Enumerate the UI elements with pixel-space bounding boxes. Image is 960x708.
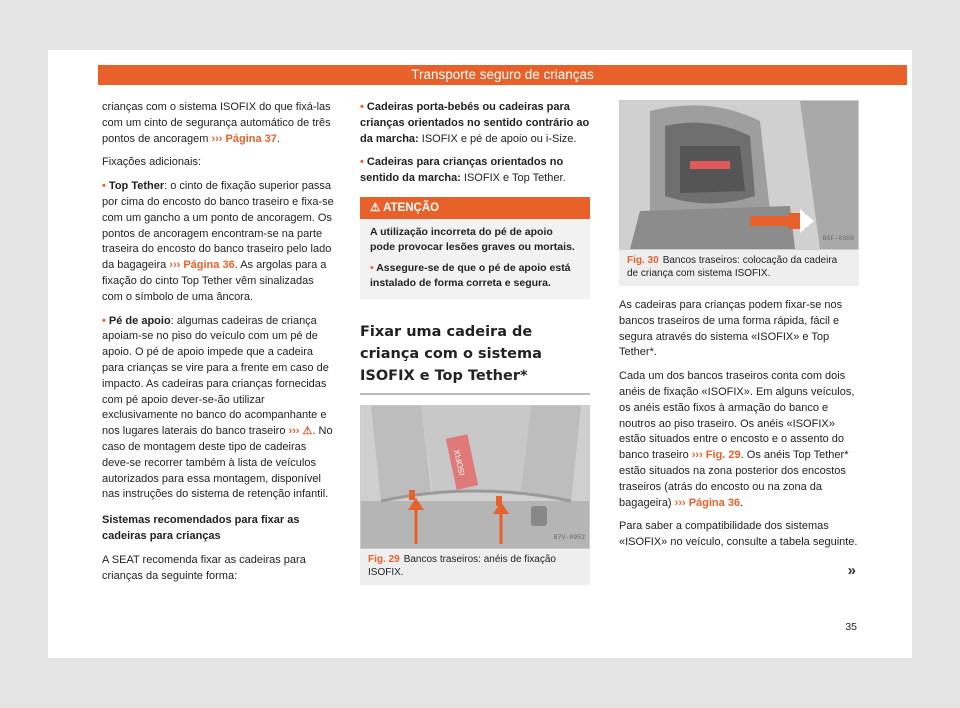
- warning-triangle-icon: ⚠: [370, 201, 381, 214]
- paragraph-compatibility: Para saber a compatibilidade dos sistemas «ISOFIX» no veículo, consulte a tabela seguinte.: [619, 520, 858, 549]
- figure-30-image: B5F-0359: [619, 100, 859, 250]
- paragraph-intro: crianças com o sistema ISOFIX do que fixá-las com um cinto de segurança automático de três pontos de ancoragem ››› Página 37.: [102, 101, 331, 145]
- page-link[interactable]: ››› Página 37: [211, 132, 277, 145]
- subheading-sistemas: Sistemas recomendados para fixar as cadeiras para crianças: [102, 514, 300, 542]
- bullet-pe-de-apoio: • Pé de apoio: algumas cadeiras de criança apoiam-se no piso do veículo com um pé de apoio. O pé de apoio impede que a cadeira para crianças se vire para a frente em caso de impacto. As cadeiras para crianças fornecidas com pé apoio dever-se-ão utilizar exclusivamente no banco do acompanhante e nos lugares laterais do banco traseiro ››› ⚠. No caso de montagem deste tipo de cadeiras deve-se recorrer também à lista de veículos autorizados para essa montagem, disponível nas instruções do sistema de retenção infantil.: [102, 314, 333, 501]
- paragraph-anchor-rings: Cada um dos bancos traseiros conta com dois anéis de fixação «ISOFIX». Em alguns veículos, os anéis estão fixos à armação do banco e noutros ao piso traseiro. Os anéis «ISOFIX» estão situados entre o encosto e o assento do banco traseiro ››› Fig. 29. Os anéis Top Tether* estão situados na zona posterior dos encostos traseiros (atrás do encosto ou na zona da bagageira) ››› Página 36.: [619, 370, 855, 509]
- figure-link[interactable]: ››› Fig. 29: [691, 449, 741, 462]
- child-seat-illustration: [620, 101, 858, 249]
- continue-arrow-icon: »: [847, 562, 856, 579]
- column-middle: [360, 100, 590, 597]
- page-link[interactable]: ››› Página 36: [169, 259, 235, 272]
- bullet-icon: •: [360, 156, 364, 169]
- column-right: [619, 100, 859, 559]
- page-link[interactable]: ››› Página 36: [674, 496, 741, 509]
- figure-30-caption: Fig. 30 Bancos traseiros: colocação da cadeira de criança com sistema ISOFIX.: [619, 250, 859, 286]
- seat-isofix-illustration: [361, 406, 589, 548]
- warning-body: A utilização incorreta do pé de apoio pode provocar lesões graves ou mortais. • Assegure-se de que o pé de apoio está instalado de forma correta e segura.: [370, 225, 575, 289]
- figure-29-image: ISOFIX B7V-0952: [360, 405, 590, 549]
- paragraph-additional: Fixações adicionais:: [102, 156, 202, 169]
- bullet-rear-facing: • Cadeiras porta-bebés ou cadeiras para crianças orientados no sentido contrário ao da marcha: ISOFIX e pé de apoio ou i-Size.: [360, 101, 590, 145]
- bullet-icon: •: [360, 101, 364, 113]
- warning-box: [360, 197, 590, 299]
- warning-link[interactable]: ››› ⚠: [288, 425, 313, 438]
- bullet-forward-facing: • Cadeiras para crianças orientados no sentido da marcha: ISOFIX e Top Tether.: [360, 156, 566, 185]
- page-number: 35: [845, 621, 857, 633]
- manual-page: [48, 50, 912, 658]
- bullet-icon: •: [102, 180, 106, 193]
- isofix-label: ISOFIX: [452, 448, 467, 477]
- paragraph-isofix-intro: As cadeiras para crianças podem fixar-se nos bancos traseiros de uma forma rápida, fácil e segura através do sistema «ISOFIX» e Top Tether*.: [619, 299, 843, 359]
- figure-29-caption: Fig. 29 Bancos traseiros: anéis de fixação ISOFIX.: [360, 549, 590, 585]
- page-header: Transporte seguro de crianças: [98, 65, 907, 85]
- section-title: Fixar uma cadeira de criança com o sistema ISOFIX e Top Tether*: [360, 321, 590, 395]
- bullet-top-tether: • Top Tether: o cinto de fixação superior passa por cima do encosto do banco traseiro e fixa-se com um gancho a um ponto de ancoragem. Os pontos de ancoragem encontram-se na parte traseira do encosto do banco traseiro pelo lado da bagageira ››› Página 36. As argolas para a fixação do cinto Top Tether vêm sinalizadas com o símbolo de uma âncora.: [102, 180, 334, 303]
- column-left: [102, 100, 334, 592]
- bullet-icon: •: [370, 261, 374, 274]
- bullet-icon: •: [102, 314, 106, 327]
- warning-header: ⚠ ATENÇÃO: [360, 197, 590, 219]
- paragraph-recommend: A SEAT recomenda fixar as cadeiras para crianças da seguinte forma:: [102, 553, 306, 582]
